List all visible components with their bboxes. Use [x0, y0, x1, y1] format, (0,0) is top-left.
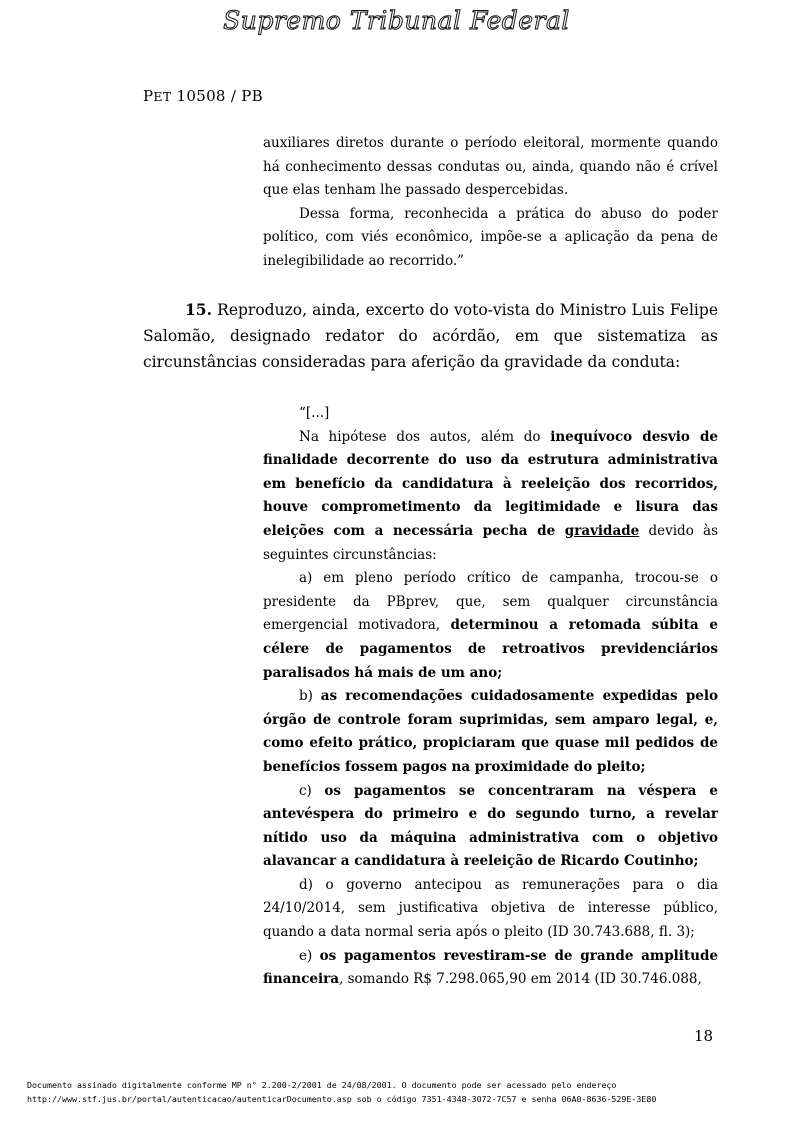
quote2-item-a-bold: determinou a retomada súbita e célere de pagamentos de retroativos previdenciários paralisados há mais de um ano; [263, 617, 718, 681]
paragraph-15 [143, 297, 718, 375]
footer-line-2: http://www.stf.jus.br/portal/autenticacao/autenticarDocumento.asp sob o código 7351-4348-3072-7C57 e senha 06A0-8636-529E-3E80 [27, 1093, 657, 1104]
quote2-item-e [263, 945, 718, 992]
quote2-intro [263, 426, 718, 568]
quote-block-2 [263, 402, 718, 992]
paragraph-15-body [143, 297, 718, 375]
quote2-intro-d: devido às seguintes circunstâncias: [263, 522, 719, 563]
quote2-item-a-text: a) em pleno período crítico de campanha, trocou-se o presidente da PBprev, que, sem qualquer circunstância emergencial motivadora, [263, 570, 718, 634]
quote2-item-e-bold: os pagamentos revestiram-se de grande amplitude financeira [263, 947, 718, 988]
case-id-prefix: P [143, 87, 154, 105]
quote1-paragraph-2: Dessa forma, reconhecida a prática do abuso do poder político, com viés econômico, impõe-se a aplicação da pena de inelegibilidade ao recorrido.” [263, 205, 718, 269]
quote2-item-a [263, 567, 718, 685]
page-number: 18 [694, 1027, 714, 1045]
quote2-open: “[...] [299, 405, 330, 421]
quote2-item-b-bold: as recomendações cuidadosamente expedidas pelo órgão de controle foram suprimidas, sem amparo legal, e, como efeito prático, propiciaram que quase mil pedidos de benefícios fossem pagos na proximidade do pleito; [263, 688, 718, 775]
quote2-item-c [263, 780, 718, 874]
quote2-intro-gravidade: gravidade [564, 522, 640, 539]
case-identifier [143, 87, 263, 105]
quote2-item-d: d) o governo antecipou as remunerações para o dia 24/10/2014, sem justificativa objetiva de interesse público, quando a data normal seria após o pleito (ID 30.743.688, fl. 3); [263, 876, 718, 941]
digital-signature-footer [27, 1079, 656, 1106]
court-header-title: Supremo Tribunal Federal [223, 6, 570, 35]
quote2-item-b-label: b) [299, 688, 321, 705]
case-id-rest: 10508 / PB [171, 87, 263, 105]
quote2-item-c-bold: os pagamentos se concentraram na véspera e antevéspera do primeiro e do segundo turno, a revelar nítido uso da máquina administrativa com o objetivo alavancar a candidatura à reeleição de Ricardo Coutinho; [263, 782, 718, 870]
paragraph-15-text: Reproduzo, ainda, excerto do voto-vista do Ministro Luis Felipe Salomão, designado redator do acórdão, em que sistematiza as circunstâncias consideradas para aferição da gravidade da conduta: [143, 301, 718, 371]
quote2-intro-b: inequívoco desvio de finalidade decorrente do uso da estrutura administrativa em benefício da candidatura à reeleição dos recorridos, houve comprometimento da legitimidade e lisura das eleições com a necessária pecha de [263, 428, 718, 539]
quote-block-1 [263, 132, 718, 273]
quote2-intro-a: Na hipótese dos autos, além do [299, 428, 551, 445]
quote1-paragraph-1: auxiliares diretos durante o período eleitoral, mormente quando há conhecimento dessas condutas ou, ainda, quando não é crível que elas tenham lhe passado despercebidas. [263, 135, 718, 198]
case-id-smallcaps: ET [153, 89, 172, 104]
quote2-item-c-label: c) [299, 782, 325, 799]
quote2-item-e-label: e) [299, 947, 320, 964]
quote2-item-b [263, 685, 718, 779]
footer-line-1: Documento assinado digitalmente conforme MP n° 2.200-2/2001 de 24/08/2001. O documento pode ser acessado pelo endereço [27, 1080, 617, 1090]
paragraph-number: 15. [185, 300, 212, 319]
quote2-item-e-text: , somando R$ 7.298.065,90 em 2014 (ID 30.746.088, [339, 971, 702, 988]
